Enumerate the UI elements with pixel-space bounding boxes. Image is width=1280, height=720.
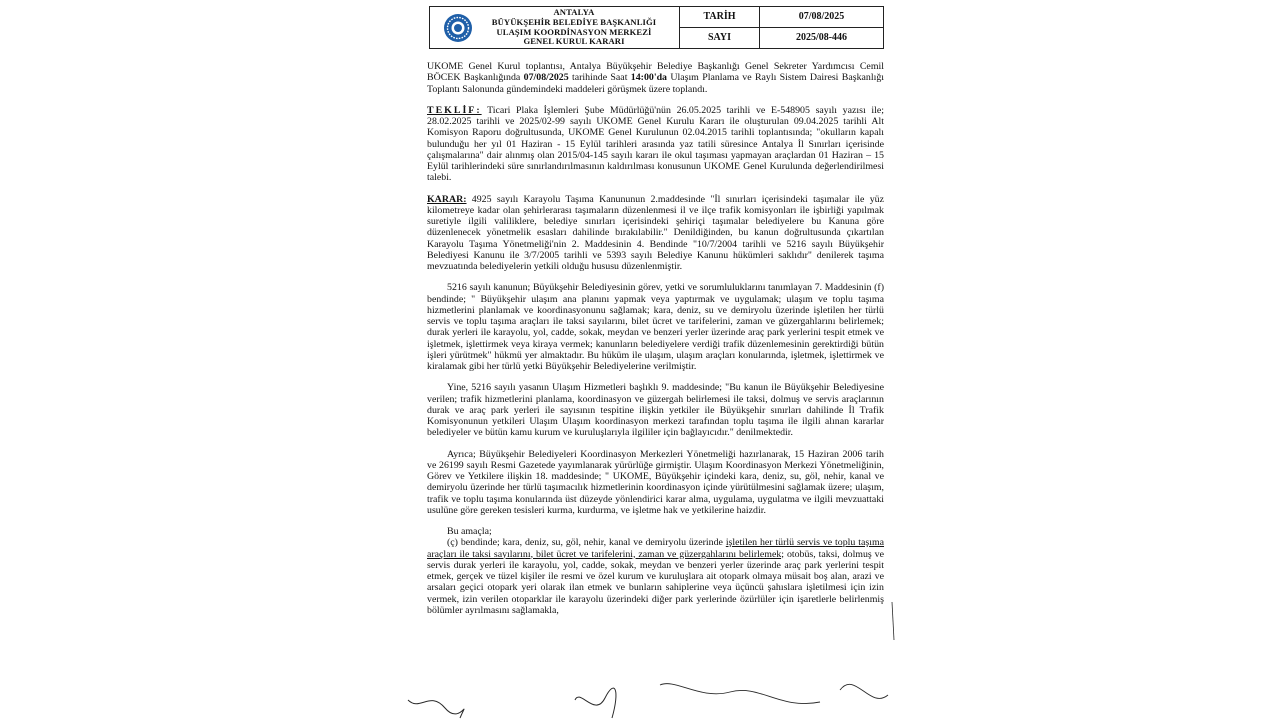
document-body — [427, 61, 884, 626]
purpose-heading: Bu amaçla; — [447, 526, 492, 537]
org-line-municipality: BÜYÜKŞEHİR BELEDİYE BAŞKANLIĞI — [491, 16, 657, 27]
organization-name — [473, 8, 679, 47]
document-header — [429, 6, 884, 49]
teklif-label: TEKLİF: — [427, 104, 482, 116]
ukome-regulation-paragraph: Ayrıca; Büyükşehir Belediyeleri Koordinasyon Merkezleri Yönetmeliği hazırlanarak, 15 Haziran 2006 tarih ve 26199 sayılı Resmi Gazetede yayımlanarak yürürlüğe girmiştir. Ulaşım Koordinasyon Merkezi Yönetmeliğinin, Görev ve Yetkilere ilişkin 18. maddesinde; " UKOME, Büyükşehir içindeki kara, deniz, su, göl, nehir, kanal ve demiryolu üzerinde her türlü taşımacılık hizmetlerinin koordinasyon içinde yürütülmesini sağlamak üzere; ulaşım, trafik ve toplu taşıma konularında üst düzeyde yönlendirici karar alma, uygulama, uygulatma ve ilgili mevzuattaki usulüne göre gereken tesisleri kurma, kurdurma, ve işletme hak ve yetkilerine haizdir. — [427, 448, 884, 516]
law-5216-paragraph: 5216 sayılı kanunun; Büyükşehir Belediyesinin görev, yetki ve sorumluluklarını tanımlayan 7. Maddesinin (f) bendinde; " Büyükşehir ulaşım ana planını yapmak veya yaptırmak ve uygulamak; ulaşım ve toplu taşıma hizmetlerini planlamak ve koordinasyonunu sağlamak; kara, deniz, su ve demiryolu üzerinde işletilen her türlü servis ve toplu taşıma araçları ile taksi sayılarını, bilet ücret ve tarifelerini, zaman ve güzergahlarını belirlemek; durak yerleri ile karayolu, yol, cadde, sokak, meydan ve benzeri yerler üzerinde araç park yerlerini tespit etmek ve işletmek, işlettirmek veya kiraya vermek; kanunların belediyelere verdiği trafik düzenlemesinin gerektirdiği bütün işleri yürütmek" hükmü yer almaktadır. Bu hüküm ile ulaşım, ulaşım araçları konularında, işletmek, işlettirmek ve kiralamak gibi her türlü yetki Büyükşehir Belediyelerine verilmiştir. — [427, 282, 884, 372]
date-label: TARİH — [680, 7, 760, 28]
org-line-city: ANTALYA — [553, 6, 595, 17]
header-organization-block — [430, 7, 680, 48]
clause-c-paragraph: (ç) bendinde; kara, deniz, su, göl, nehir, kanal ve demiryolu üzerinde işletilen her türlü servis ve toplu taşıma araçları ile taksi sayılarını, bilet ücret ve tarifelerini, zaman ve güzergahlarını belirlemek; otobüs, taksi, dolmuş ve servis durak yerleri ile karayolu, yol, cadde, sokak, meydan ve benzeri yerler üzerinde araç park yerlerini tespit etmek, gerçek ve tüzel kişiler ile resmi ve özel kurum ve kuruluşlara ait otopark olmaya müsait boş alan, arazi ve arsaları geçici otopark yeri olarak ilan etmek ve bunların sahiplerine veya üçüncü şahıslara işletilmesi için izin vermek, izin verilen otoparklar ile karayolu üzerindeki diğer park yerlerinde özürlüler için işaretlerle belirlenmiş bölümler ayrılmasını sağlamakla, — [427, 537, 885, 616]
karar-paragraph: KARAR: 4925 sayılı Karayolu Taşıma Kanununun 2.maddesinde "İl sınırları içerisindeki taşımalar ile yüz kilometreye kadar olan şehirlerarası taşımaların düzenlenmesi il ve ilçe trafik komisyonları ile işbirliği yapılmak suretiyle ilgili valiliklere, belediye sınırları içerisindeki şehiriçi taşımalar belediyelere bu Kanuna göre düzenlenecek yönetmelik esasları dahilinde bırakılabilir." Denildiğinden, bu kanun doğrultusunda çıkartılan Karayolu Taşıma Yönetmeliği'nin 2. Maddesinin 4. Bendinde "10/7/2004 tarihli ve 5216 sayılı Büyükşehir Belediyesi Kanunu ile 3/7/2005 tarihli ve 5393 sayılı Belediye Kanunu hükümleri saklıdır" denilerek taşıma mevzuatında belediyelerin yetkili olduğu hususu düzenlenmiştir. — [427, 193, 884, 272]
date-value: 07/08/2025 — [760, 7, 883, 28]
org-line-center: ULAŞIM KOORDİNASYON MERKEZİ — [496, 26, 652, 37]
header-meta-table — [680, 7, 883, 48]
teklif-paragraph: TEKLİF: Ticari Plaka İşlemleri Şube Müdürlüğü'nün 26.05.2025 tarihli ve E-548905 sayılı yazısı ile; 28.02.2025 tarihli ve 2025/02-99 sayılı UKOME Genel Kurulu Kararı ile oluşturulan 09.04.2025 tarihli Alt Komisyon Raporu doğrultusunda, UKOME Genel Kurulunun 02.04.2015 tarihli toplantısında; "okulların kapalı bulunduğu her yıl 01 Haziran - 15 Eylül tarihleri arasında yaz tatili süresince Antalya İl Sınırları içerisinde çalışmalarına" dair alınmış olan 2015/04-145 sayılı kararı ile okul taşıması yapmayan araçlardan 01 Haziran – 15 Eylül tarihlerindeki süre sınırlandırılmasının kaldırılması konusunun UKOME Genel Kurulunda değerlendirilmesi talebi. — [427, 104, 884, 184]
intro-paragraph: UKOME Genel Kurul toplantısı, Antalya Büyükşehir Belediye Başkanlığı Genel Sekreter Yardımcısı Cemil BÖCEK Başkanlığında 07/08/2025 tarihinde Saat 14:00'da Ulaşım Planlama ve Raylı Sistem Dairesi Başkanlığı Toplantı Salonunda gündemindeki maddeleri görüşmek üzere toplandı. — [427, 61, 884, 95]
karar-label: KARAR: — [427, 193, 467, 205]
number-value: 2025/08-446 — [795, 32, 848, 44]
document-page — [400, 0, 896, 720]
law-5216-article9-paragraph: Yine, 5216 sayılı yasanın Ulaşım Hizmetleri başlıklı 9. maddesinde; "Bu kanun ile Büyükşehir Belediyesine verilen; trafik hizmetlerini planlama, koordinasyon ve güzergah belirlemesi ile taksi, dolmuş ve servis araçlarının durak ve araç park yerleri ile sayısının tespitine ilişkin yetkiler ile Büyükşehir sınırları dahilinde İl Trafik Komisyonunun yetkileri Ulaşım Ulaşım koordinasyon merkezi tarafından toplu taşıma ile ilgili alınan kararlar belediyeler ve bütün kamu kurum ve kuruluşlarıyla ilgililer için bağlayıcıdır." denilmektedir. — [427, 382, 884, 439]
antalya-logo-icon — [443, 13, 473, 43]
org-line-decision: GENEL KURUL KARARI — [523, 36, 625, 47]
number-label: SAYI — [680, 28, 760, 49]
